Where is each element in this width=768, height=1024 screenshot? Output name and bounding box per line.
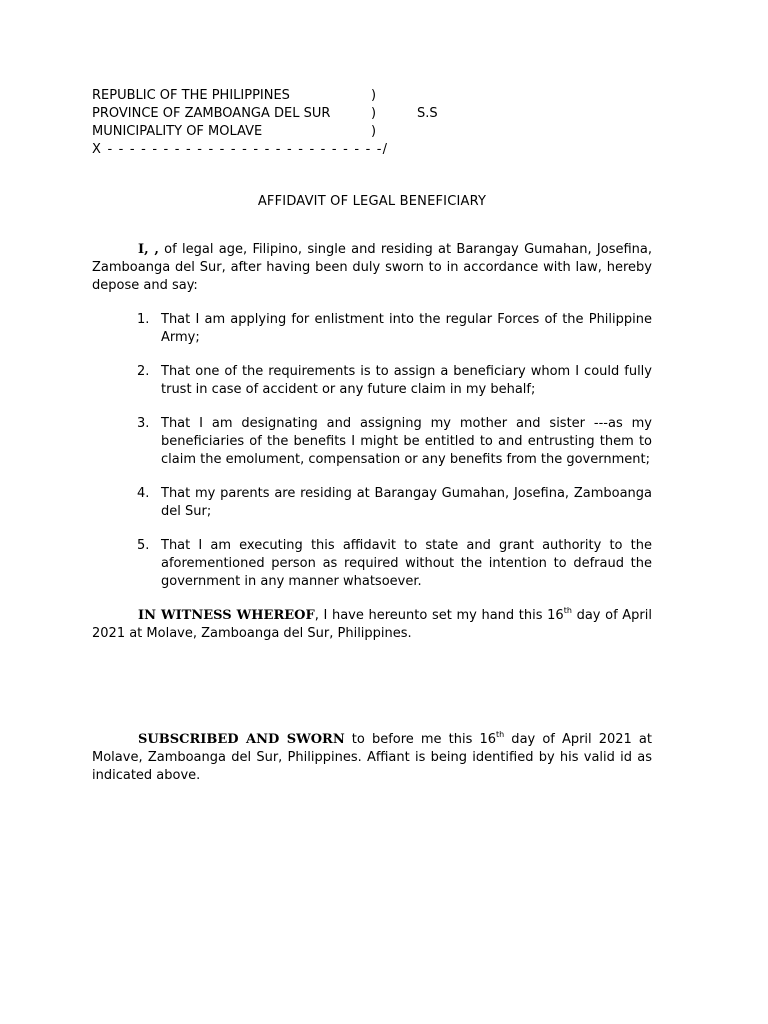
- affidavit-document: [92, 87, 652, 798]
- list-item: [92, 537, 652, 591]
- witness-paragraph: [92, 607, 652, 643]
- caption-ss: S.S: [417, 106, 438, 121]
- caption-x-line: X - - - - - - - - - - - - - - - - - - - - - - - - -/: [92, 142, 389, 157]
- intro-paragraph: [92, 241, 652, 295]
- venue-caption: [92, 87, 652, 159]
- caption-paren: ): [371, 88, 377, 103]
- document-title: AFFIDAVIT OF LEGAL BENEFICIARY: [257, 194, 487, 209]
- jurat-text-before: to before me this 16: [344, 732, 496, 747]
- jurat-text-after: day of April 2021 at Molave, Zamboanga del Sur, Philippines. Affiant is being identified by his valid id as indicated above.: [92, 732, 652, 783]
- caption-paren: ): [371, 124, 377, 139]
- witness-text-before: , I have hereunto set my hand this 16: [314, 608, 564, 623]
- caption-paren: ): [371, 106, 377, 121]
- list-item: [92, 363, 652, 399]
- witness-lead: IN WITNESS WHEREOF: [138, 608, 315, 623]
- affiant-name-lead: I, ,: [138, 242, 159, 257]
- jurat-ordinal: th: [496, 730, 505, 739]
- caption-line-municipality: [92, 123, 377, 141]
- list-item: [92, 485, 652, 521]
- list-item: [92, 311, 652, 347]
- list-item-number: 3.: [137, 416, 150, 431]
- list-item-number: 4.: [137, 486, 150, 501]
- list-item-number: 5.: [137, 538, 150, 553]
- caption-line-republic: [92, 87, 377, 105]
- caption-text: PROVINCE OF ZAMBOANGA DEL SUR: [92, 106, 331, 121]
- witness-ordinal: th: [563, 606, 572, 615]
- list-item-text: That I am applying for enlistment into the regular Forces of the Philippine Army;: [161, 312, 652, 345]
- list-item-text: That my parents are residing at Barangay Gumahan, Josefina, Zamboanga del Sur;: [161, 486, 652, 519]
- jurat-lead: SUBSCRIBED AND SWORN: [138, 732, 345, 747]
- list-item-text: That one of the requirements is to assign a beneficiary whom I could fully trust in case of accident or any future claim in my behalf;: [161, 364, 652, 397]
- caption-text: MUNICIPALITY OF MOLAVE: [92, 124, 263, 139]
- list-item-number: 1.: [137, 312, 150, 327]
- jurat-paragraph: [92, 731, 652, 785]
- witness-text-after: day of April 2021 at Molave, Zamboanga del Sur, Philippines.: [92, 608, 653, 641]
- deposition-list: [92, 311, 652, 591]
- list-item-text: That I am designating and assigning my mother and sister ---as my beneficiaries of the benefits I might be entitled to and entrusting them to claim the emolument, compensation or any benefits from the government;: [161, 416, 652, 467]
- caption-line-province: [92, 105, 438, 123]
- intro-text: of legal age, Filipino, single and residing at Barangay Gumahan, Josefina, Zamboanga del Sur, after having been duly sworn to in accordance with law, hereby depose and say:: [92, 242, 652, 293]
- list-item-text: That I am executing this affidavit to state and grant authority to the aforementioned person as required without the intention to defraud the government in any manner whatsoever.: [161, 538, 652, 589]
- caption-text: REPUBLIC OF THE PHILIPPINES: [92, 88, 290, 103]
- list-item-number: 2.: [137, 364, 150, 379]
- list-item: [92, 415, 652, 469]
- signature-space: [92, 643, 652, 731]
